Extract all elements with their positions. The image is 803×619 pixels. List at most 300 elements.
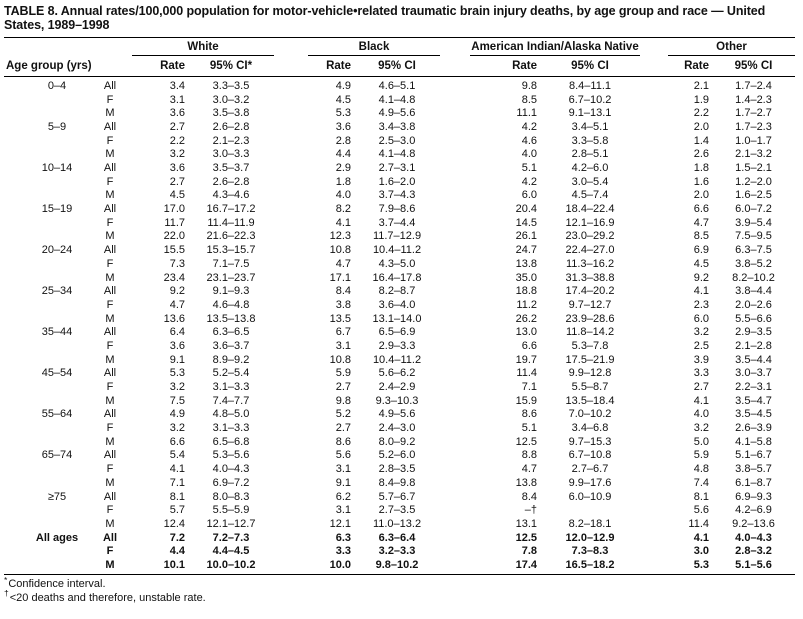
group-header-other: Other [668, 38, 795, 56]
rate-cell: 8.1 [693, 490, 709, 503]
footnote-text: Confidence interval. [8, 578, 106, 591]
rate-cell: 4.9 [169, 408, 185, 421]
rate-cell: 1.4 [693, 134, 709, 147]
rate-cell: 7.8 [521, 545, 537, 558]
table-row [4, 244, 795, 258]
gap-cell [274, 395, 308, 409]
sex-cell: M [105, 558, 115, 571]
ci-cell: 9.8–10.2 [375, 558, 419, 571]
gap-cell [640, 340, 668, 354]
rate-cell: 9.1 [335, 476, 351, 489]
rate-cell: 3.6 [169, 107, 185, 120]
footnotes [4, 574, 799, 605]
rate-cell: 1.9 [693, 93, 709, 106]
rate-cell: 4.0 [335, 189, 351, 202]
ci-cell: 4.0–4.3 [735, 531, 772, 544]
table-row [4, 176, 795, 190]
sex-cell: All [103, 80, 117, 92]
gap-cell [440, 107, 470, 121]
rate-cell: 2.1 [693, 80, 709, 92]
ci-cell: 5.7–6.7 [378, 490, 416, 503]
gap-cell [274, 230, 308, 244]
gap-cell [640, 271, 668, 285]
gap-cell [440, 94, 470, 108]
ci-header-other: 95% CI [712, 56, 795, 77]
ci-cell: 12.1–12.7 [206, 517, 256, 530]
footnote-dagger [4, 588, 799, 606]
rate-cell: 6.2 [335, 490, 351, 503]
gap-cell [274, 504, 308, 518]
rate-cell: 3.6 [169, 339, 185, 352]
ci-cell: 3.3–3.5 [212, 80, 250, 92]
ci-cell: 9.3–10.3 [375, 394, 419, 407]
gap-cell [440, 121, 470, 135]
gap-cell [274, 176, 308, 190]
gap-cell [440, 340, 470, 354]
gap-cell [640, 367, 668, 381]
table-row [4, 148, 795, 162]
rate-header-ai-an: Rate [470, 56, 540, 77]
rate-cell: 15.9 [515, 394, 537, 407]
ci-cell: 8.9–9.2 [212, 353, 250, 366]
rate-cell: 22.0 [163, 230, 185, 243]
gap-cell [440, 176, 470, 190]
ci-cell: 8.2–10.2 [732, 271, 775, 284]
ci-cell: 2.8–3.5 [378, 463, 416, 476]
rate-cell: 4.1 [693, 531, 709, 544]
gap-cell [274, 77, 308, 94]
rate-cell: 6.6 [693, 203, 709, 216]
table-row [4, 135, 795, 149]
rate-cell: 4.7 [169, 298, 185, 311]
ci-cell: 3.6–4.0 [378, 298, 416, 311]
ci-cell: 4.9–5.6 [378, 408, 416, 421]
race-header-spacer [4, 38, 132, 56]
rate-cell: 2.6 [693, 148, 709, 161]
sex-cell: M [105, 107, 115, 120]
table-row [4, 354, 795, 368]
rate-cell: 6.4 [169, 326, 185, 339]
rate-cell: 8.5 [521, 93, 537, 106]
rate-cell: 9.8 [335, 394, 351, 407]
sex-cell: All [103, 203, 117, 216]
ci-cell: 7.0–10.2 [568, 408, 612, 421]
ci-cell: 2.6–2.8 [212, 120, 250, 133]
rate-cell: 3.3 [335, 545, 351, 558]
age-cell [4, 395, 88, 409]
rate-cell: 12.4 [163, 517, 185, 530]
gap-cell [640, 490, 668, 504]
rate-cell: 12.3 [329, 230, 351, 243]
rate-cell: 10.0 [329, 558, 351, 571]
rate-cell: 5.6 [693, 504, 709, 517]
rate-cell: 7.5 [169, 394, 185, 407]
table-row [4, 203, 795, 217]
gap-cell [640, 176, 668, 190]
ci-cell: 11.8–14.2 [565, 326, 615, 339]
gap-cell [640, 559, 668, 575]
table-row [4, 217, 795, 231]
sex-cell: F [106, 381, 114, 394]
ci-cell: 3.8–5.7 [735, 463, 772, 476]
rate-cell: 6.7 [335, 326, 351, 339]
rate-cell: 4.4 [335, 148, 351, 161]
ci-cell: 2.4–2.9 [378, 381, 416, 394]
rate-cell: 13.6 [163, 312, 185, 325]
group-gap [440, 56, 470, 77]
rate-cell: 2.7 [335, 422, 351, 435]
rate-cell: 4.5 [693, 257, 709, 270]
gap-cell [640, 121, 668, 135]
gap-cell [274, 518, 308, 532]
age-cell [4, 189, 88, 203]
gap-cell [440, 477, 470, 491]
rate-cell: 12.5 [515, 435, 537, 448]
gap-cell [640, 107, 668, 121]
ci-cell: 2.7–3.1 [378, 162, 416, 175]
ci-cell: 6.0–7.2 [735, 203, 772, 216]
table-row [4, 230, 795, 244]
rate-cell: 3.8 [335, 298, 351, 311]
table-row [4, 107, 795, 121]
ci-cell: 6.5–6.9 [378, 326, 416, 339]
sex-cell: F [106, 504, 114, 517]
ci-cell: 1.0–1.7 [735, 134, 772, 147]
age-cell [4, 258, 88, 272]
ci-cell: 6.7–10.8 [568, 449, 612, 462]
rate-cell: 8.6 [521, 408, 537, 421]
ci-cell: 2.1–3.2 [735, 148, 772, 161]
table-row [4, 271, 795, 285]
gap-cell [440, 271, 470, 285]
gap-cell [640, 148, 668, 162]
gap-cell [274, 285, 308, 299]
sex-cell: All [103, 326, 117, 339]
gap-cell [440, 395, 470, 409]
rate-cell: 3.0 [693, 545, 709, 558]
ci-cell: 5.3–5.6 [212, 449, 250, 462]
table-row [4, 367, 795, 381]
footnote-text: <20 deaths and therefore, unstable rate. [9, 591, 206, 604]
ci-cell: 2.8–5.1 [571, 148, 609, 161]
ci-cell: 3.7–4.3 [378, 189, 416, 202]
sex-cell: M [105, 517, 115, 530]
gap-cell [274, 271, 308, 285]
ci-cell: 1.7–2.3 [735, 120, 772, 133]
rate-cell: 5.9 [335, 367, 351, 380]
ci-cell: 1.7–2.4 [735, 80, 772, 92]
ci-cell: 9.2–13.6 [732, 517, 775, 530]
gap-cell [274, 463, 308, 477]
gap-cell [274, 436, 308, 450]
ci-cell: 3.7–4.4 [378, 216, 416, 229]
age-cell: 65–74 [41, 449, 73, 462]
gap-cell [274, 490, 308, 504]
table-row [4, 381, 795, 395]
rate-cell: 3.1 [335, 463, 351, 476]
gap-cell [440, 422, 470, 436]
ci-cell: 8.4–9.8 [378, 476, 416, 489]
ci-cell: 6.3–6.5 [212, 326, 250, 339]
rate-cell: 5.3 [693, 558, 709, 571]
ci-cell: 7.3–8.3 [571, 545, 609, 558]
ci-cell: 5.1–5.6 [735, 558, 772, 571]
ci-cell: 6.9–7.2 [212, 476, 250, 489]
ci-cell: 4.1–4.8 [378, 148, 416, 161]
group-gap [274, 38, 308, 56]
rate-cell: 7.2 [169, 531, 185, 544]
ci-cell: 2.8–3.2 [735, 545, 772, 558]
rate-cell: 2.9 [335, 162, 351, 175]
age-cell: 20–24 [41, 244, 73, 257]
gap-cell [274, 244, 308, 258]
sex-cell: M [105, 312, 115, 325]
rate-cell: 8.5 [693, 230, 709, 243]
rate-cell: 3.2 [169, 381, 185, 394]
rate-cell: 5.7 [169, 504, 185, 517]
ci-cell: 8.0–8.3 [212, 490, 250, 503]
ci-cell: 9.7–12.7 [568, 298, 612, 311]
ci-cell: 3.3–5.8 [571, 134, 609, 147]
rate-cell: 12.5 [515, 531, 537, 544]
gap-cell [640, 408, 668, 422]
rate-cell: 6.3 [335, 531, 351, 544]
table-row [4, 532, 795, 546]
age-cell: 0–4 [47, 80, 67, 92]
age-cell [4, 94, 88, 108]
rate-cell: 11.1 [516, 107, 537, 120]
sex-cell: F [106, 257, 114, 270]
age-cell [4, 148, 88, 162]
gap-cell [274, 367, 308, 381]
gap-cell [640, 135, 668, 149]
age-cell [4, 545, 88, 559]
rate-cell: 13.8 [515, 257, 537, 270]
rate-cell: 8.6 [335, 435, 351, 448]
gap-cell [640, 545, 668, 559]
ci-cell: 3.0–3.3 [212, 148, 250, 161]
age-cell [4, 176, 88, 190]
ci-cell: 6.3–7.5 [735, 244, 772, 257]
rate-cell: 7.1 [521, 381, 537, 394]
age-cell [4, 381, 88, 395]
sex-cell: All [103, 408, 117, 421]
sex-cell: M [105, 435, 115, 448]
age-cell [4, 217, 88, 231]
ci-cell: 1.7–2.7 [735, 107, 772, 120]
rate-cell: 2.7 [693, 381, 709, 394]
rate-cell: 2.7 [335, 381, 351, 394]
gap-cell [640, 203, 668, 217]
ci-cell: 23.0–29.2 [565, 230, 615, 243]
rate-cell: 2.7 [169, 120, 185, 133]
ci-cell: 16.4–17.8 [372, 271, 422, 284]
asterisk-marker: * [4, 574, 8, 585]
sex-cell: M [105, 271, 115, 284]
gap-cell [440, 189, 470, 203]
ci-cell: 13.1–14.0 [372, 312, 422, 325]
rate-cell: 3.2 [169, 148, 185, 161]
gap-cell [274, 313, 308, 327]
ci-cell: 11.7–12.9 [372, 230, 422, 243]
ci-cell: 4.3–5.0 [378, 257, 416, 270]
rate-cell: 3.4 [169, 80, 185, 92]
ci-cell: 4.1–4.8 [378, 93, 416, 106]
gap-cell [440, 299, 470, 313]
rate-cell: 5.4 [169, 449, 185, 462]
gap-cell [640, 313, 668, 327]
gap-cell [274, 449, 308, 463]
rate-cell: 11.2 [516, 298, 537, 311]
gap-cell [640, 381, 668, 395]
sex-cell: All [103, 162, 117, 175]
rate-cell: –† [524, 504, 537, 517]
ci-cell: 12.1–16.9 [565, 216, 615, 229]
gap-cell [274, 532, 308, 546]
gap-cell [440, 313, 470, 327]
rate-cell: 2.2 [693, 107, 709, 120]
ci-cell: 3.1–3.3 [212, 381, 250, 394]
rate-cell: 3.2 [693, 326, 709, 339]
rate-header-black: Rate [308, 56, 354, 77]
rate-cell: 12.1 [329, 517, 351, 530]
footnote-asterisk [4, 574, 799, 592]
age-cell: 45–54 [41, 367, 73, 380]
rate-cell: 11.4 [688, 517, 709, 530]
age-cell [4, 107, 88, 121]
rate-cell: 5.2 [335, 408, 351, 421]
gap-cell [274, 381, 308, 395]
table-row [4, 477, 795, 491]
gap-cell [640, 518, 668, 532]
sub-header-row [4, 56, 795, 77]
ci-cell: 3.5–3.7 [212, 162, 250, 175]
gap-cell [440, 367, 470, 381]
gap-cell [640, 395, 668, 409]
table-row [4, 94, 795, 108]
age-cell [4, 354, 88, 368]
ci-cell: 9.1–13.1 [568, 107, 612, 120]
gap-cell [440, 326, 470, 340]
age-cell [4, 135, 88, 149]
gap-cell [440, 463, 470, 477]
ci-cell: 22.4–27.0 [565, 244, 615, 257]
rate-cell: 13.8 [515, 476, 537, 489]
ci-cell: 1.6–2.0 [378, 175, 416, 188]
gap-cell [640, 217, 668, 231]
group-header-ai-an: American Indian/Alaska Native [470, 38, 640, 56]
ci-cell: 8.2–8.7 [378, 285, 416, 298]
ci-cell: 6.7–10.2 [568, 93, 612, 106]
age-cell [4, 518, 88, 532]
ci-cell: 13.5–13.8 [206, 312, 256, 325]
rate-cell: 5.9 [693, 449, 709, 462]
rate-cell: 18.8 [515, 285, 537, 298]
gap-cell [640, 94, 668, 108]
ci-cell: 4.4–4.5 [212, 545, 250, 558]
rate-cell: 20.4 [515, 203, 537, 216]
ci-cell [540, 504, 640, 518]
group-gap [274, 56, 308, 77]
gap-cell [640, 449, 668, 463]
rate-cell: 5.3 [169, 367, 185, 380]
ci-cell: 6.0–10.9 [568, 490, 612, 503]
ci-cell: 18.4–22.4 [565, 203, 615, 216]
gap-cell [640, 422, 668, 436]
gap-cell [640, 299, 668, 313]
rate-cell: 15.5 [163, 244, 185, 257]
ci-cell: 9.9–17.6 [568, 476, 612, 489]
rate-cell: 1.6 [693, 175, 709, 188]
age-cell [4, 299, 88, 313]
rate-cell: 24.7 [515, 244, 537, 257]
rate-cell: 11.4 [516, 367, 537, 380]
gap-cell [440, 436, 470, 450]
gap-cell [274, 545, 308, 559]
age-cell: 55–64 [41, 408, 73, 421]
ci-cell: 2.6–2.8 [212, 175, 250, 188]
gap-cell [440, 518, 470, 532]
table-row [4, 77, 795, 94]
rate-header-white: Rate [132, 56, 188, 77]
table-row [4, 285, 795, 299]
rate-cell: 1.8 [335, 175, 351, 188]
gap-cell [440, 285, 470, 299]
rate-cell: 3.9 [693, 353, 709, 366]
ci-cell: 12.0–12.9 [565, 531, 615, 544]
gap-cell [440, 545, 470, 559]
sex-cell: M [105, 230, 115, 243]
ci-cell: 10.4–11.2 [372, 353, 422, 366]
sex-cell: All [103, 367, 117, 380]
table-row [4, 422, 795, 436]
rate-cell: 13.5 [329, 312, 351, 325]
ci-cell: 3.4–3.8 [378, 120, 416, 133]
gap-cell [640, 189, 668, 203]
ci-cell: 2.9–3.3 [378, 339, 416, 352]
gap-cell [440, 217, 470, 231]
rate-cell: 4.8 [693, 463, 709, 476]
gap-cell [640, 77, 668, 94]
sex-cell: All [103, 285, 117, 298]
age-cell [4, 340, 88, 354]
rate-header-other: Rate [668, 56, 712, 77]
gap-cell [640, 162, 668, 176]
group-gap [640, 56, 668, 77]
rate-cell: 3.6 [169, 162, 185, 175]
gap-cell [440, 230, 470, 244]
rate-cell: 6.0 [521, 189, 537, 202]
ci-cell: 3.1–3.3 [212, 422, 250, 435]
ci-cell: 5.2–6.0 [378, 449, 416, 462]
rate-cell: 5.6 [335, 449, 351, 462]
ci-cell: 9.1–9.3 [212, 285, 250, 298]
gap-cell [274, 340, 308, 354]
gap-cell [440, 490, 470, 504]
ci-cell: 2.2–3.1 [735, 381, 772, 394]
rate-cell: 9.2 [169, 285, 185, 298]
rate-cell: 13.1 [515, 517, 537, 530]
ci-cell: 3.5–4.7 [735, 394, 772, 407]
ci-cell: 4.1–5.8 [735, 435, 772, 448]
ci-cell: 2.1–2.8 [735, 339, 772, 352]
ci-cell: 11.3–16.2 [565, 257, 615, 270]
rate-cell: 8.8 [521, 449, 537, 462]
ci-cell: 7.2–7.3 [212, 531, 250, 544]
ci-cell: 9.9–12.8 [568, 367, 612, 380]
ci-cell: 2.1–2.3 [212, 134, 250, 147]
group-header-white: White [132, 38, 274, 56]
